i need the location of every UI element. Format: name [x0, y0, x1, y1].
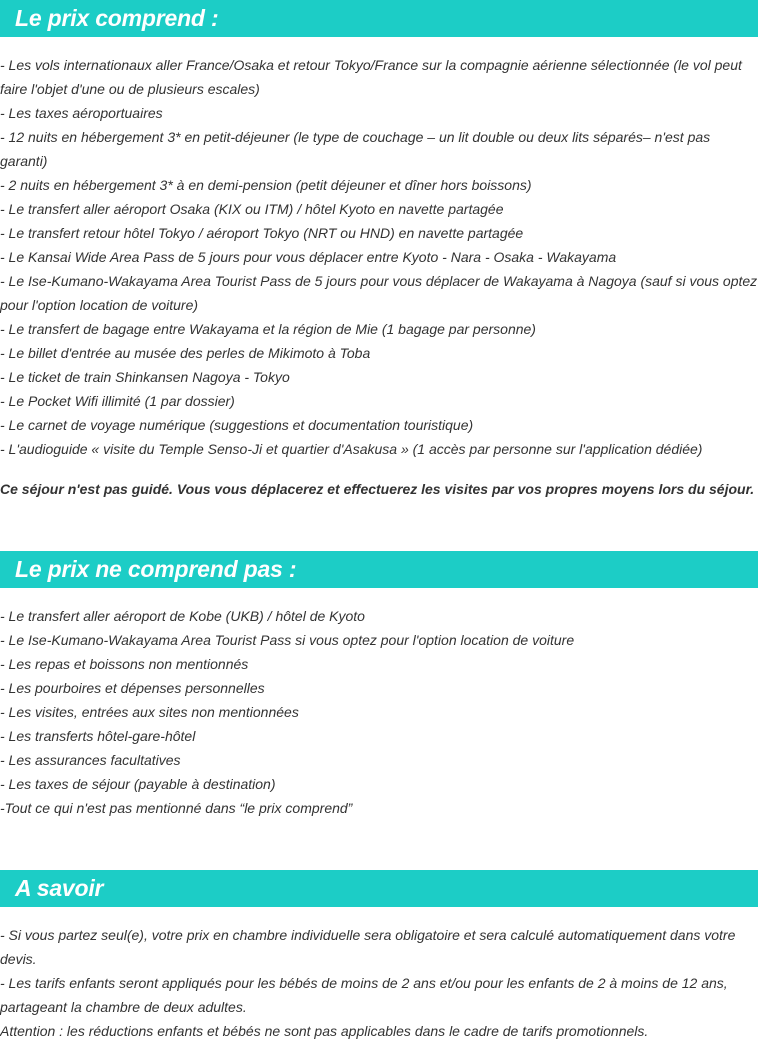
good-to-know-section-header	[0, 870, 758, 907]
good-to-know-title: A savoir	[15, 875, 104, 901]
list-item: - Les pourboires et dépenses personnelles	[0, 680, 265, 696]
list-item: - Le transfert de bagage entre Wakayama et la région de Mie (1 bagage par personne)	[0, 321, 536, 337]
list-item: - Si vous partez seul(e), votre prix en chambre individuelle sera obligatoire et sera calculé automatiquement dans votre devis.	[0, 927, 736, 967]
list-item: - Les transferts hôtel-gare-hôtel	[0, 728, 196, 744]
list-item: - 12 nuits en hébergement 3* en petit-déjeuner (le type de couchage – un lit double ou deux lits séparés– n'est pas garanti)	[0, 129, 711, 169]
list-item: - Les visites, entrées aux sites non mentionnées	[0, 704, 299, 720]
list-item: - L'audioguide « visite du Temple Senso-Ji et quartier d'Asakusa » (1 accès par personne sur l'application dédiée)	[0, 441, 703, 457]
list-item: - Les vols internationaux aller France/Osaka et retour Tokyo/France sur la compagnie aérienne sélectionnée (le vol peut faire l'objet d'une ou de plusieurs escales)	[0, 57, 742, 97]
not-guided-note: Ce séjour n'est pas guidé. Vous vous déplacerez et effectuerez les visites par vos propres moyens lors du séjour.	[0, 481, 755, 497]
list-item: - Les taxes aéroportuaires	[0, 105, 163, 121]
list-item: - 2 nuits en hébergement 3* à en demi-pension (petit déjeuner et dîner hors boissons)	[0, 177, 532, 193]
list-item: - Le Ise-Kumano-Wakayama Area Tourist Pass si vous optez pour l'option location de voiture	[0, 632, 575, 648]
list-item: - Les tarifs enfants seront appliqués pour les bébés de moins de 2 ans et/ou pour les enfants de 2 à moins de 12 ans, partageant la chambre de deux adultes.	[0, 975, 728, 1015]
list-item: - Le transfert aller aéroport de Kobe (UKB) / hôtel de Kyoto	[0, 608, 365, 624]
list-item: - Les taxes de séjour (payable à destination)	[0, 776, 276, 792]
included-title: Le prix comprend :	[15, 5, 219, 31]
list-item: - Les assurances facultatives	[0, 752, 181, 768]
included-section-header	[0, 0, 758, 37]
list-item: - Le billet d'entrée au musée des perles de Mikimoto à Toba	[0, 345, 371, 361]
not-included-section-header	[0, 551, 758, 588]
list-item: - Le Pocket Wifi illimité (1 par dossier)	[0, 393, 235, 409]
list-item: - Les repas et boissons non mentionnés	[0, 656, 249, 672]
list-item: - Le transfert aller aéroport Osaka (KIX ou ITM) / hôtel Kyoto en navette partagée	[0, 201, 504, 217]
list-item: - Le carnet de voyage numérique (suggestions et documentation touristique)	[0, 417, 474, 433]
not-included-title: Le prix ne comprend pas :	[15, 556, 297, 582]
included-list	[0, 53, 758, 461]
list-item: - Le transfert retour hôtel Tokyo / aéroport Tokyo (NRT ou HND) en navette partagée	[0, 225, 524, 241]
good-to-know-list	[0, 923, 758, 1043]
list-item: Attention : les réductions enfants et bébés ne sont pas applicables dans le cadre de tarifs promotionnels.	[0, 1023, 649, 1039]
list-item: -Tout ce qui n'est pas mentionné dans “le prix comprend”	[0, 800, 353, 816]
list-item: - Le Kansai Wide Area Pass de 5 jours pour vous déplacer entre Kyoto - Nara - Osaka - Wakayama	[0, 249, 617, 265]
list-item: - Le Ise-Kumano-Wakayama Area Tourist Pass de 5 jours pour vous déplacer de Wakayama à Nagoya (sauf si vous optez pour l'option location de voiture)	[0, 273, 758, 313]
list-item: - Le ticket de train Shinkansen Nagoya - Tokyo	[0, 369, 290, 385]
not-included-list	[0, 604, 758, 820]
